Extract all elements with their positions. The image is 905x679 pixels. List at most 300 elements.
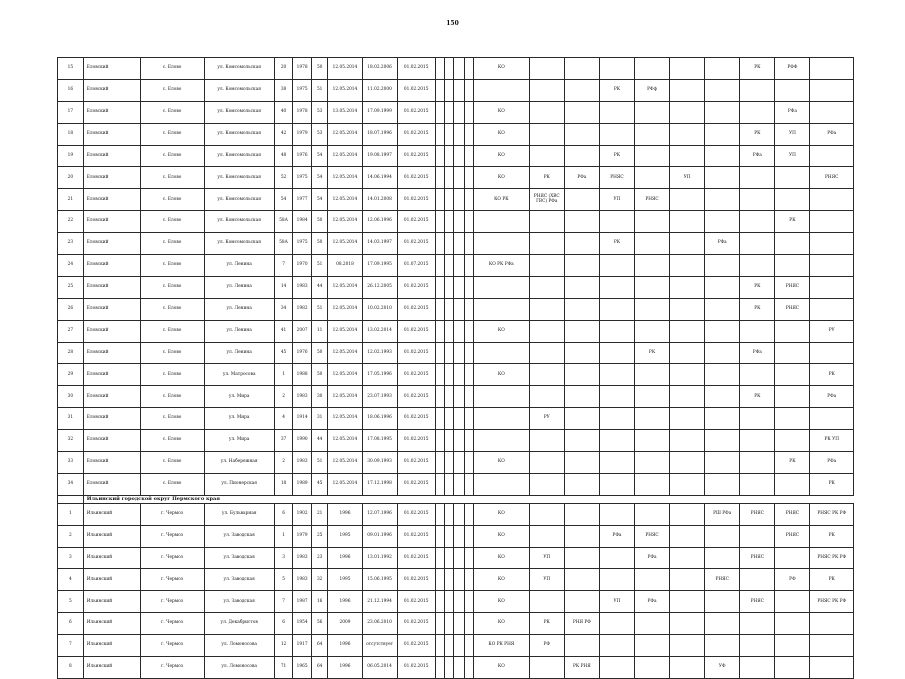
work-type-cell [740,79,775,101]
table-row [58,635,854,657]
work-type-cell: КО [473,657,529,679]
work-type-cell [564,298,599,320]
privatization-date-cell: 09.01.1996 [362,525,397,547]
work-type-cell: РФа [810,386,854,408]
work-type-cell: КО [473,364,529,386]
wear-cell: 50 [311,364,328,386]
work-type-cell [670,276,705,298]
work-type-cell [810,233,854,255]
work-type-cell [670,189,705,211]
work-type-cell [670,298,705,320]
privatization-date-cell: 19.08.1997 [362,145,397,167]
district-cell: Ильинский [83,569,140,591]
work-type-cell [775,79,810,101]
table-row [58,591,854,613]
house-number-cell: 52 [274,167,293,189]
work-type-cell [564,452,599,474]
work-type-cell [454,547,464,569]
work-type-cell [564,569,599,591]
work-type-cell [670,101,705,123]
work-type-cell: РНЯС [810,167,854,189]
work-type-cell [670,569,705,591]
work-type-cell [564,101,599,123]
table-row [58,525,854,547]
row-number: 15 [58,58,84,80]
row-number: 20 [58,167,84,189]
work-type-cell [599,386,634,408]
work-type-cell [599,101,634,123]
work-type-cell [464,408,473,430]
work-type-cell [454,255,464,277]
work-type-cell [634,613,669,635]
start-date-cell: 01.02.2015 [397,58,435,80]
table-row [58,613,854,635]
work-type-cell [670,473,705,495]
work-type-cell: РК [599,233,634,255]
survey-date-cell: 13.05.2014 [328,101,362,123]
work-type-cell [445,189,454,211]
build-year-cell: 1987 [293,591,312,613]
district-cell: Ильинский [83,613,140,635]
work-type-cell [564,255,599,277]
work-type-cell [810,657,854,679]
work-type-cell [634,233,669,255]
work-type-cell [599,569,634,591]
row-number: 24 [58,255,84,277]
work-type-cell [445,364,454,386]
locality-cell: с. Елово [140,430,204,452]
survey-date-cell: 12.05.2014 [328,79,362,101]
work-type-cell [464,569,473,591]
work-type-cell: РНЯС [775,276,810,298]
work-type-cell [435,547,444,569]
district-cell: Ильинский [83,657,140,679]
work-type-cell: РК [810,473,854,495]
work-type-cell [670,233,705,255]
work-type-cell [464,298,473,320]
work-type-cell: КО [473,452,529,474]
work-type-cell [775,233,810,255]
locality-cell: г. Чермоз [140,503,204,525]
work-type-cell: РК [599,145,634,167]
work-type-cell: РНЯС [775,298,810,320]
work-type-cell [634,569,669,591]
work-type-cell [454,635,464,657]
work-type-cell [775,320,810,342]
start-date-cell: 01.02.2015 [397,342,435,364]
start-date-cell: 01.02.2015 [397,123,435,145]
work-type-cell [435,342,444,364]
work-type-cell: РК [810,569,854,591]
work-type-cell [634,211,669,233]
start-date-cell: 01.02.2015 [397,657,435,679]
work-type-cell [445,386,454,408]
work-type-cell: РФа [705,233,740,255]
wear-cell: 54 [311,189,328,211]
row-number: 2 [58,525,84,547]
locality-cell: с. Елово [140,408,204,430]
work-type-cell [775,342,810,364]
work-type-cell [634,635,669,657]
work-type-cell [445,430,454,452]
work-type-cell [670,635,705,657]
row-number: 19 [58,145,84,167]
work-type-cell [529,145,564,167]
housing-registry-table [57,57,854,679]
privatization-date-cell: 12.02.1993 [362,342,397,364]
district-cell: Еловский [83,342,140,364]
table-row [58,276,854,298]
work-type-cell: РНЯС [740,591,775,613]
work-type-cell [445,79,454,101]
work-type-cell [599,408,634,430]
survey-date-cell: 12.05.2014 [328,386,362,408]
privatization-date-cell: 14.03.1997 [362,233,397,255]
district-cell: Ильинский [83,525,140,547]
work-type-cell [599,613,634,635]
work-type-cell [435,430,444,452]
work-type-cell [445,569,454,591]
district-cell: Еловский [83,452,140,474]
district-cell: Еловский [83,364,140,386]
wear-cell: 50 [311,58,328,80]
work-type-cell [599,276,634,298]
build-year-cell: 1979 [293,123,312,145]
section-header-row [58,495,854,503]
work-type-cell [435,79,444,101]
build-year-cell: 1975 [293,167,312,189]
privatization-date-cell: 18.06.1996 [362,408,397,430]
work-type-cell [445,342,454,364]
work-type-cell: РК [740,123,775,145]
house-number-cell: 45 [274,342,293,364]
work-type-cell [705,452,740,474]
work-type-cell [464,503,473,525]
work-type-cell [435,101,444,123]
work-type-cell: РУ [810,320,854,342]
work-type-cell [740,364,775,386]
privatization-date-cell: 26.12.2005 [362,276,397,298]
work-type-cell [435,452,444,474]
house-number-cell: 71 [274,657,293,679]
table-row [58,430,854,452]
locality-cell: с. Елово [140,386,204,408]
work-type-cell [445,276,454,298]
work-type-cell [705,189,740,211]
work-type-cell [564,342,599,364]
row-number: 22 [58,211,84,233]
build-year-cell: 1965 [293,657,312,679]
work-type-cell [634,430,669,452]
house-number-cell: 38 [274,79,293,101]
survey-date-cell: 12.05.2014 [328,452,362,474]
survey-date-cell: 12.05.2014 [328,145,362,167]
privatization-date-cell: 17.12.1998 [362,473,397,495]
house-number-cell: 40 [274,101,293,123]
work-type-cell [529,101,564,123]
work-type-cell [705,613,740,635]
privatization-date-cell: 10.02.2010 [362,298,397,320]
street-cell: ул. Мира [204,430,274,452]
work-type-cell [435,58,444,80]
wear-cell: 51 [311,79,328,101]
start-date-cell: 01.02.2015 [397,189,435,211]
table-row [58,657,854,679]
start-date-cell: 01.02.2015 [397,613,435,635]
row-number: 34 [58,473,84,495]
survey-date-cell: 12.05.2014 [328,58,362,80]
work-type-cell [670,430,705,452]
work-type-cell [634,276,669,298]
table-row [58,255,854,277]
work-type-cell [529,657,564,679]
privatization-date-cell: 18.07.1996 [362,123,397,145]
work-type-cell [454,386,464,408]
work-type-cell [564,408,599,430]
start-date-cell: 01.02.2015 [397,547,435,569]
work-type-cell [775,657,810,679]
work-type-cell [464,320,473,342]
work-type-cell [445,58,454,80]
build-year-cell: 1917 [293,635,312,657]
build-year-cell: 1914 [293,408,312,430]
locality-cell: с. Елово [140,145,204,167]
work-type-cell [529,233,564,255]
work-type-cell: КО РК РНЯ [473,635,529,657]
street-cell: ул. Мира [204,408,274,430]
work-type-cell [634,386,669,408]
work-type-cell: КО [473,320,529,342]
street-cell: ул. Ломоносова [204,657,274,679]
work-type-cell: РНЯС [740,503,775,525]
work-type-cell [473,233,529,255]
section-number-cell [58,495,84,503]
work-type-cell [810,79,854,101]
work-type-cell [435,255,444,277]
work-type-cell [464,591,473,613]
build-year-cell: 1976 [293,342,312,364]
page-number: 150 [446,20,459,27]
work-type-cell [435,591,444,613]
build-year-cell: 1983 [293,452,312,474]
house-number-cell: 14 [274,276,293,298]
wear-cell: 56 [311,613,328,635]
work-type-cell [454,591,464,613]
work-type-cell [473,298,529,320]
work-type-cell [705,123,740,145]
work-type-cell [740,408,775,430]
work-type-cell [445,167,454,189]
work-type-cell: РНЯС РК РФ [810,547,854,569]
locality-cell: с. Елово [140,452,204,474]
start-date-cell: 01.02.2015 [397,525,435,547]
work-type-cell [670,613,705,635]
wear-cell: 54 [311,145,328,167]
work-type-cell [740,211,775,233]
work-type-cell [810,145,854,167]
work-type-cell [435,320,444,342]
privatization-date-cell: 21.12.1994 [362,591,397,613]
work-type-cell [435,569,444,591]
work-type-cell [454,298,464,320]
start-date-cell: 01.02.2015 [397,408,435,430]
work-type-cell [454,569,464,591]
work-type-cell [775,189,810,211]
work-type-cell [435,145,444,167]
work-type-cell [810,211,854,233]
table-row [58,547,854,569]
build-year-cell: 1970 [293,255,312,277]
locality-cell: г. Чермоз [140,525,204,547]
work-type-cell [705,255,740,277]
work-type-cell [473,430,529,452]
work-type-cell [599,211,634,233]
locality-cell: г. Чермоз [140,657,204,679]
work-type-cell: РНЯС [599,167,634,189]
build-year-cell: 1976 [293,145,312,167]
work-type-cell [775,473,810,495]
wear-cell: 44 [311,430,328,452]
build-year-cell: 1954 [293,613,312,635]
work-type-cell [564,364,599,386]
street-cell: ул. Заводская [204,525,274,547]
work-type-cell [529,452,564,474]
locality-cell: с. Елово [140,298,204,320]
work-type-cell [599,255,634,277]
work-type-cell: УП [599,189,634,211]
table-row [58,320,854,342]
work-type-cell [435,503,444,525]
table-row [58,58,854,80]
work-type-cell [454,525,464,547]
work-type-cell [564,211,599,233]
work-type-cell [445,452,454,474]
locality-cell: с. Елово [140,320,204,342]
street-cell: ул. Набережная [204,452,274,474]
work-type-cell [705,342,740,364]
work-type-cell [445,503,454,525]
work-type-cell [634,101,669,123]
work-type-cell [529,211,564,233]
work-type-cell [464,525,473,547]
district-cell: Еловский [83,123,140,145]
start-date-cell: 01.02.2015 [397,591,435,613]
house-number-cell: 1 [274,525,293,547]
work-type-cell [564,386,599,408]
work-type-cell [670,547,705,569]
locality-cell: г. Чермоз [140,635,204,657]
work-type-cell [435,525,444,547]
survey-date-cell: 12.05.2014 [328,167,362,189]
wear-cell: 21 [311,503,328,525]
work-type-cell [599,320,634,342]
work-type-cell [454,503,464,525]
street-cell: ул. Мира [204,386,274,408]
row-number: 23 [58,233,84,255]
work-type-cell: РК [740,386,775,408]
work-type-cell [740,167,775,189]
wear-cell: 45 [311,473,328,495]
work-type-cell [705,430,740,452]
work-type-cell [670,525,705,547]
table-row [58,364,854,386]
start-date-cell: 01.02.2015 [397,473,435,495]
house-number-cell: 18 [274,473,293,495]
row-number: 3 [58,547,84,569]
work-type-cell [634,503,669,525]
work-type-cell [464,342,473,364]
survey-date-cell: 1996 [328,657,362,679]
survey-date-cell: 1996 [328,547,362,569]
house-number-cell: 37 [274,430,293,452]
build-year-cell: 1990 [293,430,312,452]
house-number-cell: 6 [274,503,293,525]
row-number: 4 [58,569,84,591]
work-type-cell: КО РК [473,189,529,211]
house-number-cell: 41 [274,320,293,342]
row-number: 32 [58,430,84,452]
work-type-cell [775,430,810,452]
street-cell: ул. Комсомольская [204,145,274,167]
work-type-cell [810,101,854,123]
work-type-cell [599,123,634,145]
survey-date-cell: 12.05.2014 [328,430,362,452]
district-cell: Ильинский [83,503,140,525]
district-cell: Ильинский [83,547,140,569]
work-type-cell [435,189,444,211]
survey-date-cell: 12.05.2014 [328,364,362,386]
table-row [58,211,854,233]
privatization-date-cell: 14.06.1994 [362,167,397,189]
work-type-cell [445,123,454,145]
work-type-cell [740,320,775,342]
privatization-date-cell: 17.08.1995 [362,430,397,452]
build-year-cell: 1984 [293,211,312,233]
work-type-cell [445,320,454,342]
district-cell: Еловский [83,58,140,80]
work-type-cell: КО [473,123,529,145]
survey-date-cell: 1996 [328,503,362,525]
district-cell: Еловский [83,145,140,167]
privatization-date-cell: 13.02.2014 [362,320,397,342]
row-number: 8 [58,657,84,679]
work-type-cell: РНЯС РК РФ [810,591,854,613]
privatization-date-cell: 23.06.2010 [362,613,397,635]
house-number-cell: 7 [274,591,293,613]
work-type-cell [810,342,854,364]
work-type-cell [529,276,564,298]
district-cell: Еловский [83,386,140,408]
work-type-cell [705,276,740,298]
locality-cell: г. Чермоз [140,613,204,635]
wear-cell: 32 [311,569,328,591]
work-type-cell [473,408,529,430]
start-date-cell: 01.02.2015 [397,430,435,452]
work-type-cell [473,79,529,101]
work-type-cell [740,233,775,255]
work-type-cell [670,364,705,386]
work-type-cell [454,233,464,255]
work-type-cell [670,320,705,342]
build-year-cell: 1983 [293,569,312,591]
wear-cell: 64 [311,635,328,657]
work-type-cell [454,167,464,189]
work-type-cell [634,473,669,495]
work-type-cell: РК РНЯ [564,657,599,679]
row-number: 27 [58,320,84,342]
work-type-cell: КО [473,58,529,80]
privatization-date-cell: 15.06.1995 [362,569,397,591]
